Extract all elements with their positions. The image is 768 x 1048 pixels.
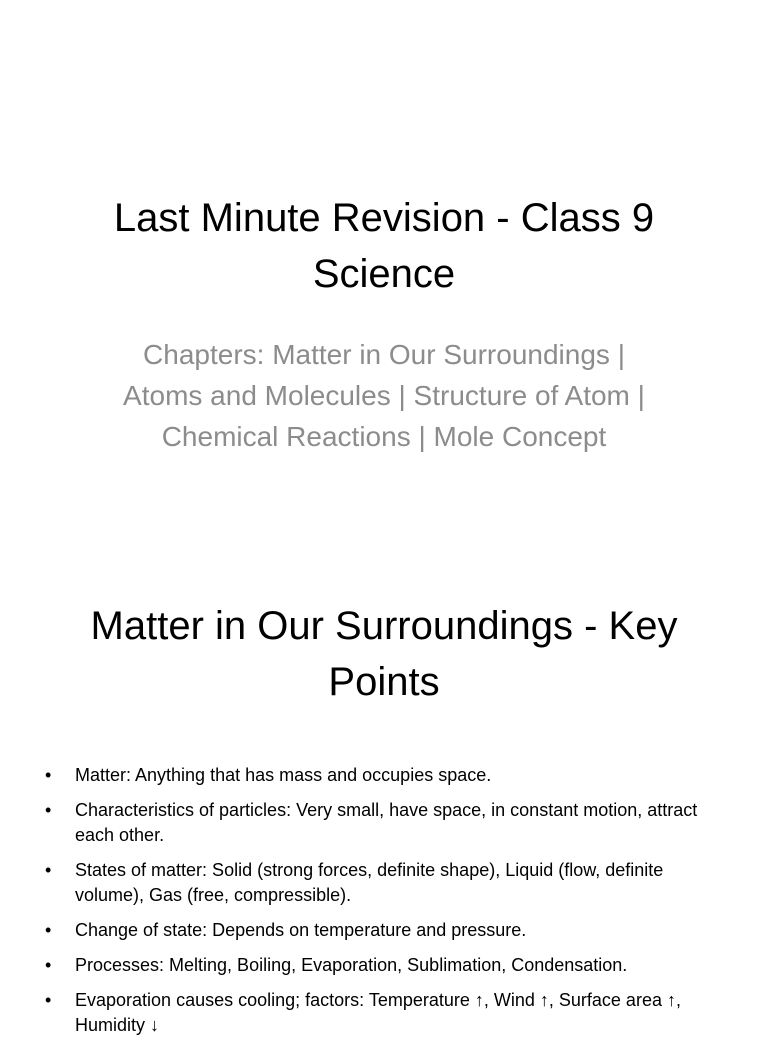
list-item-text: Matter: Anything that has mass and occupies space. [75,765,492,785]
list-item-text: Change of state: Depends on temperature and pressure. [75,920,527,940]
list-item [45,798,735,848]
list-item-text: States of matter: Solid (strong forces, definite shape), Liquid (flow, definite volume), Gas (free, compressible). [75,860,664,905]
list-item [45,953,735,978]
slide-subtitle: Chapters: Matter in Our Surroundings | Atoms and Molecules | Structure of Atom | Chemical Reactions | Mole Concept [123,339,645,452]
list-item [45,858,735,908]
bullet-marker: • [45,920,52,940]
list-item-text: Processes: Melting, Boiling, Evaporation, Sublimation, Condensation. [75,955,628,975]
bullet-marker: • [45,990,52,1010]
list-item [45,918,735,943]
list-item-text: Characteristics of particles: Very small, have space, in constant motion, attract each other. [75,800,698,845]
list-item [45,988,735,1038]
bullet-marker: • [45,955,52,975]
list-item [45,763,735,788]
slide-title: Last Minute Revision - Class 9 Science [113,196,655,296]
bullet-marker: • [45,765,52,785]
bullet-marker: • [45,860,52,880]
list-item-text: Evaporation causes cooling; factors: Temperature ↑, Wind ↑, Surface area ↑, Humidity ↓ [75,990,681,1035]
bullet-marker: • [45,800,52,820]
content-slide [0,560,768,1035]
bullet-list [45,763,735,1048]
section-title: Matter in Our Surroundings - Key Points [90,604,678,704]
